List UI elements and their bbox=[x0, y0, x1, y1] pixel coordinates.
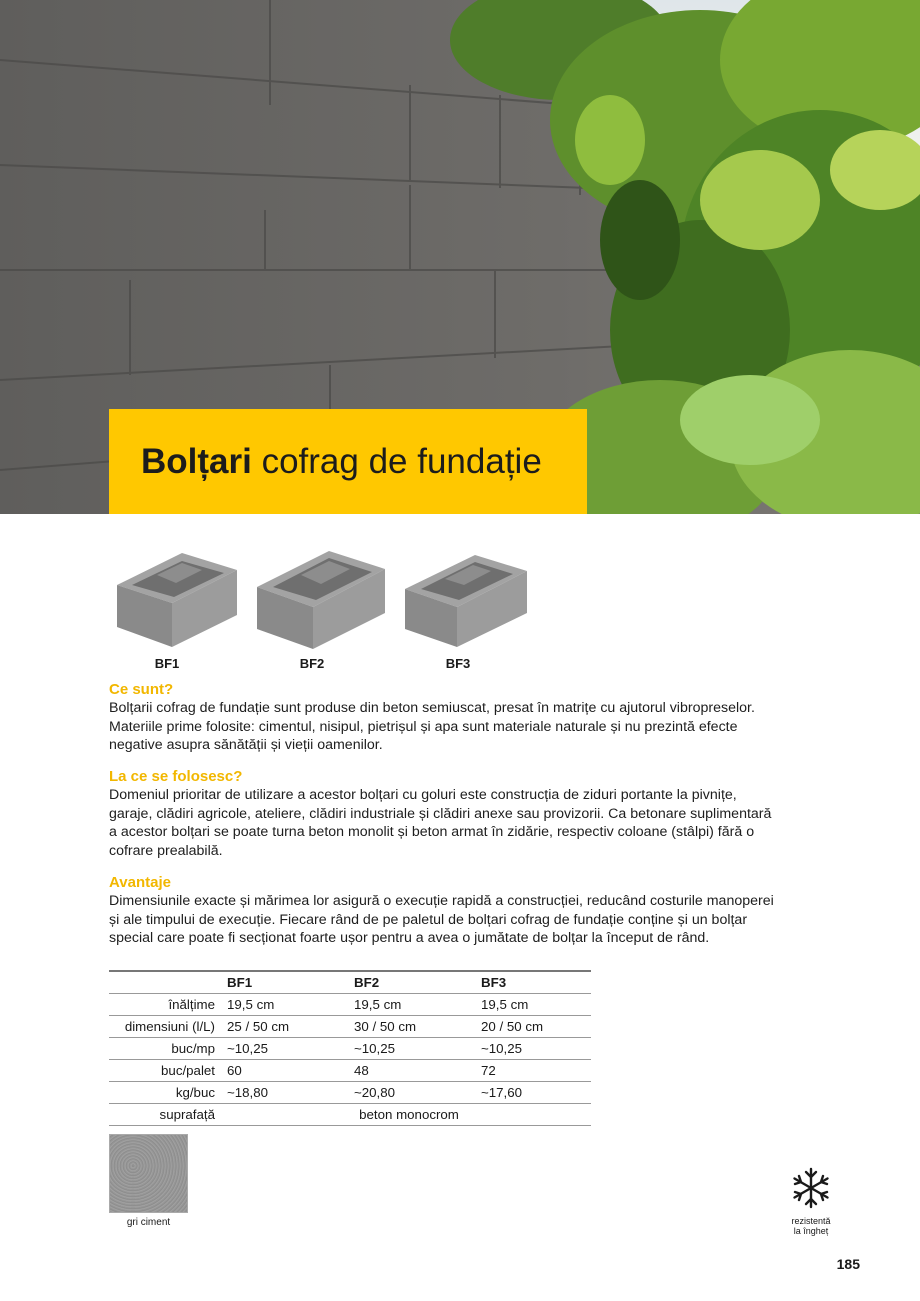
table-cell: ~10,25 bbox=[481, 1040, 523, 1056]
table-cell: 25 / 50 cm bbox=[227, 1018, 290, 1034]
table-row bbox=[109, 993, 591, 1015]
section-line: garaje, clădiri agricole, ateliere, clădiri industriale și clădiri anexe sau provizorii. Ca betonare suplimentară bbox=[109, 805, 772, 822]
section-ce-sunt bbox=[109, 681, 839, 755]
section-line: Domeniul prioritar de utilizare a acestor bolțari cu goluri este construcția de ziduri portante la pivnițe, bbox=[109, 787, 737, 803]
table-cell: ~20,80 bbox=[354, 1084, 396, 1100]
table-row bbox=[109, 1037, 591, 1059]
product-label: BF3 bbox=[445, 656, 471, 671]
table-cell: ~18,80 bbox=[227, 1084, 269, 1100]
frost-label-line: la îngheț bbox=[793, 1226, 829, 1236]
product-label: BF1 bbox=[154, 656, 180, 671]
table-cell: 19,5 cm bbox=[354, 996, 402, 1012]
table-cell: 30 / 50 cm bbox=[354, 1018, 417, 1034]
product-bf1 bbox=[112, 545, 242, 671]
row-label: buc/palet bbox=[161, 1062, 215, 1078]
swatch-label: gri ciment bbox=[126, 1217, 171, 1228]
column-header: BF2 bbox=[354, 974, 380, 990]
row-label: înălțime bbox=[168, 996, 215, 1012]
block-bf3-image bbox=[403, 545, 533, 650]
title-banner bbox=[109, 409, 587, 514]
table-row bbox=[109, 1059, 591, 1081]
table-row bbox=[109, 1015, 591, 1037]
section-heading: Avantaje bbox=[109, 874, 171, 891]
section-heading: La ce se folosesc? bbox=[109, 768, 243, 785]
product-bf2 bbox=[257, 545, 387, 671]
row-label: buc/mp bbox=[171, 1040, 215, 1056]
section-avantaje bbox=[109, 874, 839, 948]
section-utilizare bbox=[109, 768, 839, 860]
section-line: Dimensiunile exacte și mărimea lor asigură o execuție rapidă a construcției, reducând costurile manoperei bbox=[109, 893, 774, 909]
table-cell: 19,5 cm bbox=[227, 996, 275, 1012]
row-label: kg/buc bbox=[175, 1084, 215, 1100]
hero-image bbox=[0, 0, 920, 514]
snowflake-icon bbox=[786, 1166, 836, 1215]
block-bf1-image bbox=[112, 545, 242, 650]
table-row bbox=[109, 1103, 591, 1125]
table-cell: 72 bbox=[481, 1062, 496, 1078]
column-header: BF1 bbox=[227, 974, 253, 990]
section-line: special care poate fi secționat foarte ușor pentru a avea o jumătate de bolțar la început de rând. bbox=[109, 930, 710, 947]
table-cell: ~10,25 bbox=[227, 1040, 269, 1056]
color-swatch-gri-ciment bbox=[109, 1134, 188, 1213]
table-cell: ~17,60 bbox=[481, 1084, 523, 1100]
table-row bbox=[109, 1081, 591, 1103]
surface-value: beton monocrom bbox=[359, 1106, 459, 1122]
product-bf3 bbox=[403, 545, 533, 671]
page-number: 185 bbox=[836, 1256, 860, 1272]
empty-header bbox=[109, 971, 227, 993]
specs-table bbox=[109, 970, 591, 1126]
page-title: Bolțari cofrag de fundație bbox=[141, 442, 542, 481]
frost-resistance-label bbox=[780, 1216, 842, 1236]
table-cell: 48 bbox=[354, 1062, 369, 1078]
frost-label-line: rezistentă bbox=[791, 1216, 831, 1226]
row-label: suprafață bbox=[159, 1106, 215, 1122]
table-cell: 60 bbox=[227, 1062, 242, 1078]
table-header-row bbox=[109, 971, 591, 993]
section-heading: Ce sunt? bbox=[109, 681, 174, 698]
section-line: negative asupra sănătății și vieții oamenilor. bbox=[109, 737, 383, 754]
table-cell: 20 / 50 cm bbox=[481, 1018, 544, 1034]
product-label: BF2 bbox=[299, 656, 325, 671]
section-line: a acestor bolțari se poate turna beton monolit și beton armat în zidărie, respectiv coloane (stâlpi) fără o bbox=[109, 824, 755, 841]
section-line: Bolțarii cofrag de fundație sunt produse din beton semiuscat, presat în matrițe cu ajutorul vibropreselor. bbox=[109, 700, 755, 716]
column-header: BF3 bbox=[481, 974, 507, 990]
section-line: cofrare prealabilă. bbox=[109, 842, 223, 859]
row-label: dimensiuni (l/L) bbox=[124, 1018, 215, 1034]
block-bf2-image bbox=[257, 545, 387, 650]
table-cell: ~10,25 bbox=[354, 1040, 396, 1056]
section-line: și ale timpului de execuție. Fiecare rând de pe paletul de bolțari cofrag de fundație conține și un bolțar bbox=[109, 911, 748, 928]
section-line: Materiile prime folosite: cimentul, nisipul, pietrișul și apa sunt materiale naturale și nu prezintă efecte bbox=[109, 718, 738, 735]
table-cell: 19,5 cm bbox=[481, 996, 529, 1012]
